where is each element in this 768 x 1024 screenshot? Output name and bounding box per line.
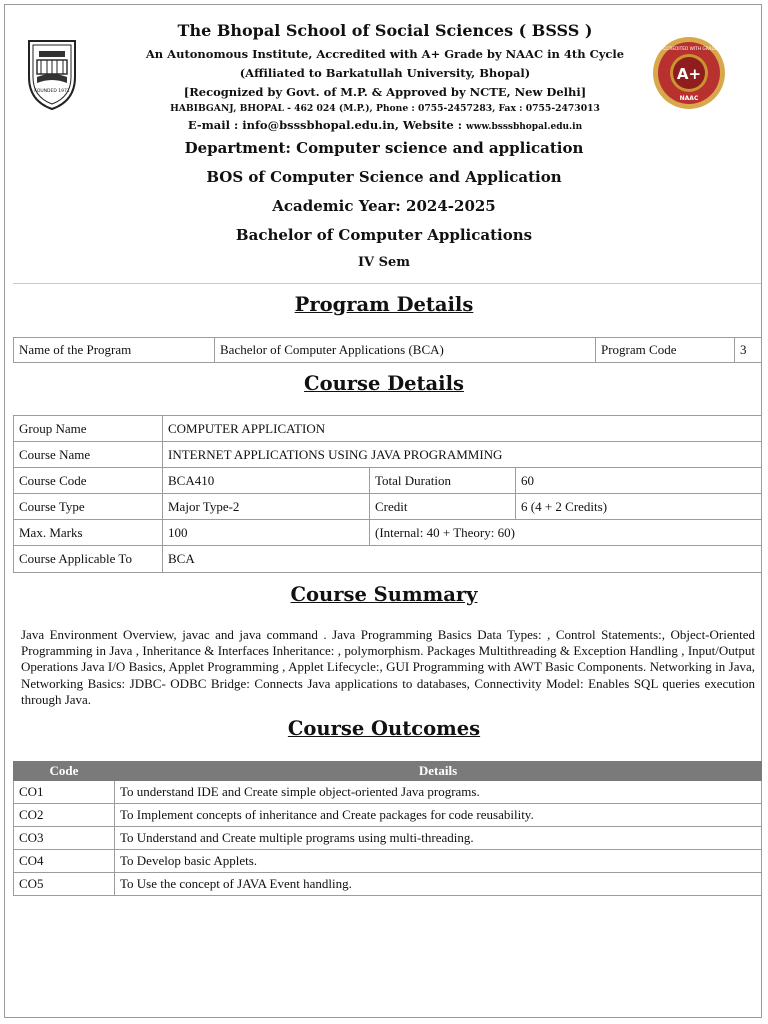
table-row — [14, 338, 762, 363]
institute-name: The Bhopal School of Social Sciences ( BSSS ) — [177, 21, 593, 40]
co-code: CO3 — [14, 827, 115, 850]
table-header-row — [14, 762, 762, 781]
co-details: To Develop basic Applets. — [115, 850, 762, 873]
course-name-label: Course Name — [14, 442, 163, 468]
naac-badge-icon — [651, 35, 727, 111]
accreditation-line: An Autonomous Institute, Accredited with A+ Grade by NAAC in 4th Cycle — [145, 47, 625, 61]
program-name-label: Name of the Program — [14, 338, 215, 363]
naac-grade-text: A+ — [676, 65, 702, 83]
credit-label: Credit — [370, 494, 516, 520]
affiliation-line: (Affiliated to Barkatullah University, Bhopal) — [239, 66, 531, 80]
degree-title: Bachelor of Computer Applications — [235, 226, 533, 244]
program-details-table — [13, 337, 762, 363]
bos-title: BOS of Computer Science and Application — [206, 168, 562, 186]
address-line: HABIBGANJ, BHOPAL - 462 024 (M.P.), Phone : 0755-2457283, Fax : 0755-2473013 — [170, 103, 600, 114]
total-duration-value: 60 — [516, 468, 762, 494]
co-details: To Understand and Create multiple programs using multi-threading. — [115, 827, 762, 850]
co-details: To Implement concepts of inheritance and Create packages for code reusability. — [115, 804, 762, 827]
table-row — [14, 873, 762, 896]
program-code-label: Program Code — [596, 338, 735, 363]
naac-ring-text: ACCREDITED WITH GRADE — [660, 47, 718, 52]
group-name-label: Group Name — [14, 416, 163, 442]
bsss-logo-icon — [21, 37, 83, 111]
header-divider — [13, 283, 761, 284]
program-name-value: Bachelor of Computer Applications (BCA) — [215, 338, 596, 363]
course-type-value: Major Type-2 — [163, 494, 370, 520]
naac-org-text: NAAC — [679, 95, 699, 102]
program-code-value: 3 — [735, 338, 762, 363]
table-row — [14, 827, 762, 850]
website-link[interactable]: www.bsssbhopal.edu.in — [466, 122, 583, 132]
table-row — [14, 442, 762, 468]
logo-founded-text: FOUNDED 1971 — [34, 89, 70, 94]
col-details-header: Details — [115, 762, 762, 781]
table-row — [14, 546, 762, 573]
course-outcomes-table — [13, 761, 762, 896]
table-row — [14, 520, 762, 546]
co-details: To understand IDE and Create simple object-oriented Java programs. — [115, 781, 762, 804]
col-code-header: Code — [14, 762, 115, 781]
credit-value: 6 (4 + 2 Credits) — [516, 494, 762, 520]
course-outcomes-title: Course Outcomes — [287, 717, 481, 740]
co-code: CO2 — [14, 804, 115, 827]
applicable-label: Course Applicable To — [14, 546, 163, 573]
course-type-label: Course Type — [14, 494, 163, 520]
course-summary-title: Course Summary — [290, 583, 478, 606]
contact-line — [85, 118, 685, 132]
program-details-title: Program Details — [294, 293, 474, 316]
department-title: Department: Computer science and application — [184, 139, 584, 157]
semester-label: IV Sem — [357, 255, 411, 270]
course-code-value: BCA410 — [163, 468, 370, 494]
applicable-value: BCA — [163, 546, 762, 573]
marks-breakup: (Internal: 40 + Theory: 60) — [370, 520, 762, 546]
max-marks-value: 100 — [163, 520, 370, 546]
recognition-line: [Recognized by Govt. of M.P. & Approved by NCTE, New Delhi] — [183, 85, 587, 99]
syllabus-page — [4, 4, 762, 1018]
institute-header — [5, 5, 763, 277]
course-name-value: INTERNET APPLICATIONS USING JAVA PROGRAMMING — [163, 442, 762, 468]
table-row — [14, 494, 762, 520]
co-details: To Use the concept of JAVA Event handling. — [115, 873, 762, 896]
table-row — [14, 468, 762, 494]
co-code: CO4 — [14, 850, 115, 873]
max-marks-label: Max. Marks — [14, 520, 163, 546]
table-row — [14, 804, 762, 827]
table-row — [14, 781, 762, 804]
course-code-label: Course Code — [14, 468, 163, 494]
co-code: CO1 — [14, 781, 115, 804]
course-details-title: Course Details — [304, 372, 464, 395]
course-summary-text: Java Environment Overview, javac and java command . Java Programming Basics Data Types: , Control Statements:, Object-Oriented Programming in Java , Inheritance & Interfaces Inheritance: , polymorphism. Packages Multithreading & Exception Handling , Input/Output Operations Java I/O Basics, Applet Programming , Applet Lifecycle:, GUI Programming with AWT Basic Components. Networking in Java, Networking Basics: JDBC- ODBC Bridge: Connects Java applications to databases, Connectivity Model: Enables SQL queries execution through Java. — [21, 627, 755, 707]
table-row — [14, 416, 762, 442]
total-duration-label: Total Duration — [370, 468, 516, 494]
course-details-table — [13, 415, 762, 573]
group-name-value: COMPUTER APPLICATION — [163, 416, 762, 442]
email-text: E-mail : info@bsssbhopal.edu.in, Website : — [187, 118, 466, 132]
table-row — [14, 850, 762, 873]
academic-year: Academic Year: 2024-2025 — [272, 197, 496, 215]
co-code: CO5 — [14, 873, 115, 896]
